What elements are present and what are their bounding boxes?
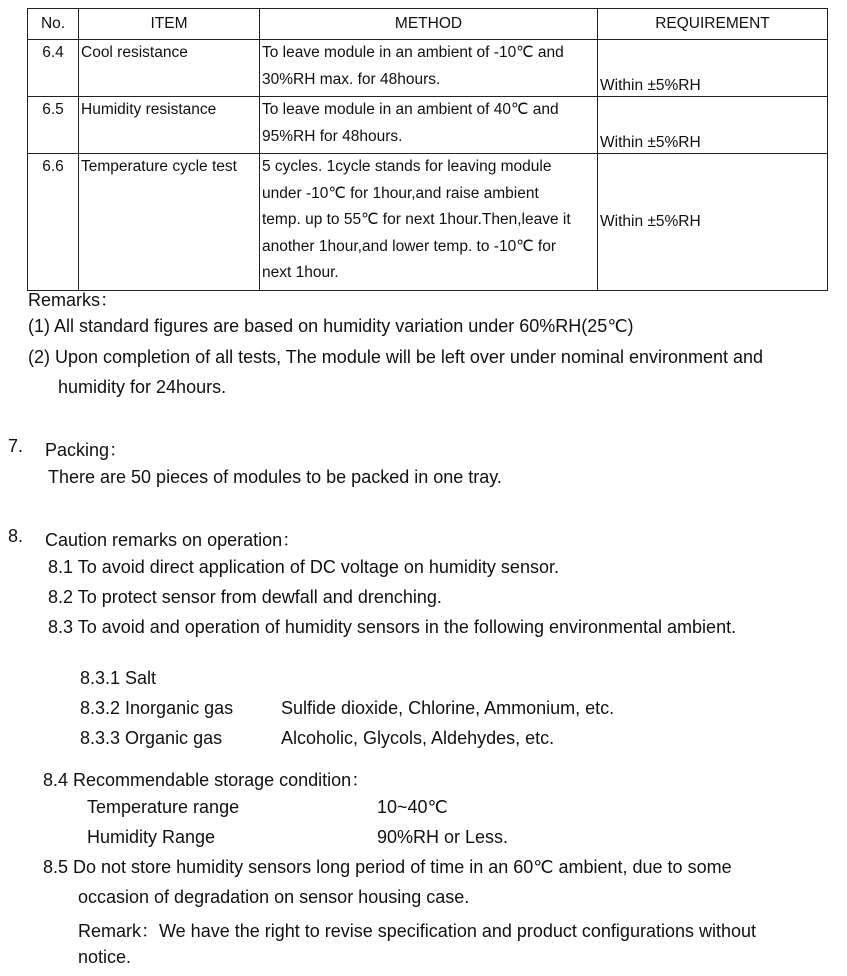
revision-remark-line-2: notice.	[78, 947, 132, 967]
caution-8-5-line-2: occasion of degradation on sensor housing case.	[78, 887, 470, 907]
method-line: 30%RH max. for 48hours.	[262, 70, 441, 88]
caution-8-1: 8.1 To avoid direct application of DC voltage on humidity sensor.	[48, 557, 559, 577]
caution-8-3: 8.3 To avoid and operation of humidity sensors in the following environmental ambient.	[48, 617, 737, 637]
table-row	[28, 40, 828, 97]
method-line: next 1hour.	[262, 264, 339, 281]
remark-2-line-2: humidity for 24hours.	[58, 377, 227, 397]
storage-humidity-label: Humidity Range	[87, 827, 216, 847]
packing-text: There are 50 pieces of modules to be packed in one tray.	[48, 467, 502, 487]
row-item: Cool resistance	[79, 40, 260, 97]
method-line: another 1hour,and lower temp. to -10℃ for	[262, 237, 556, 255]
method-line: 95%RH for 48hours.	[262, 127, 403, 145]
remark-2-line-1: (2) Upon completion of all tests, The module will be left over under nominal environment and	[28, 347, 764, 367]
packing-title: Packing：	[45, 440, 128, 460]
section-7-number: 7.	[8, 436, 24, 456]
storage-humidity-value: 90%RH or Less.	[377, 827, 509, 847]
header-item: ITEM	[79, 9, 260, 40]
storage-temperature-value: 10~40℃	[377, 797, 448, 817]
row-method	[260, 154, 598, 291]
caution-8-3-2-label: 8.3.2 Inorganic gas	[80, 698, 234, 718]
row-no: 6.4	[28, 40, 79, 97]
remarks-title: Remarks：	[28, 290, 119, 310]
method-line: 5 cycles. 1cycle stands for leaving module	[262, 158, 552, 175]
header-requirement: REQUIREMENT	[598, 9, 828, 40]
method-line: To leave module in an ambient of -10℃ and	[262, 44, 564, 61]
table-row	[28, 154, 828, 291]
row-requirement: Within ±5%RH	[598, 97, 828, 154]
row-method	[260, 40, 598, 97]
row-requirement: Within ±5%RH	[598, 154, 828, 291]
header-no: No.	[28, 9, 79, 40]
row-no: 6.5	[28, 97, 79, 154]
remark-1: (1) All standard figures are based on humidity variation under 60%RH(25℃)	[28, 316, 634, 336]
test-spec-table	[27, 8, 828, 291]
revision-remark-line-1: Remark：We have the right to revise specification and product configurations without	[78, 921, 757, 941]
row-item: Humidity resistance	[79, 97, 260, 154]
row-item: Temperature cycle test	[79, 154, 260, 291]
table-row	[28, 97, 828, 154]
method-line: To leave module in an ambient of 40℃ and	[262, 101, 559, 118]
storage-temperature-label: Temperature range	[87, 797, 240, 817]
method-line: temp. up to 55℃ for next 1hour.Then,leave it	[262, 211, 571, 228]
caution-8-3-3-value: Alcoholic, Glycols, Aldehydes, etc.	[281, 728, 555, 748]
row-method	[260, 97, 598, 154]
caution-title: Caution remarks on operation：	[45, 530, 301, 550]
row-requirement: Within ±5%RH	[598, 40, 828, 97]
method-line: under -10℃ for 1hour,and raise ambient	[262, 184, 539, 202]
header-method: METHOD	[260, 9, 598, 40]
section-8-number: 8.	[8, 526, 24, 546]
caution-8-4: 8.4 Recommendable storage condition：	[43, 770, 370, 790]
row-no: 6.6	[28, 154, 79, 291]
table-header-row	[28, 9, 828, 40]
caution-8-3-1-label: 8.3.1 Salt	[80, 668, 157, 688]
caution-8-2: 8.2 To protect sensor from dewfall and drenching.	[48, 587, 442, 607]
caution-8-5-line-1: 8.5 Do not store humidity sensors long period of time in an 60℃ ambient, due to some	[43, 857, 732, 877]
caution-8-3-3-label: 8.3.3 Organic gas	[80, 728, 223, 748]
caution-8-3-2-value: Sulfide dioxide, Chlorine, Ammonium, etc.	[281, 698, 615, 718]
